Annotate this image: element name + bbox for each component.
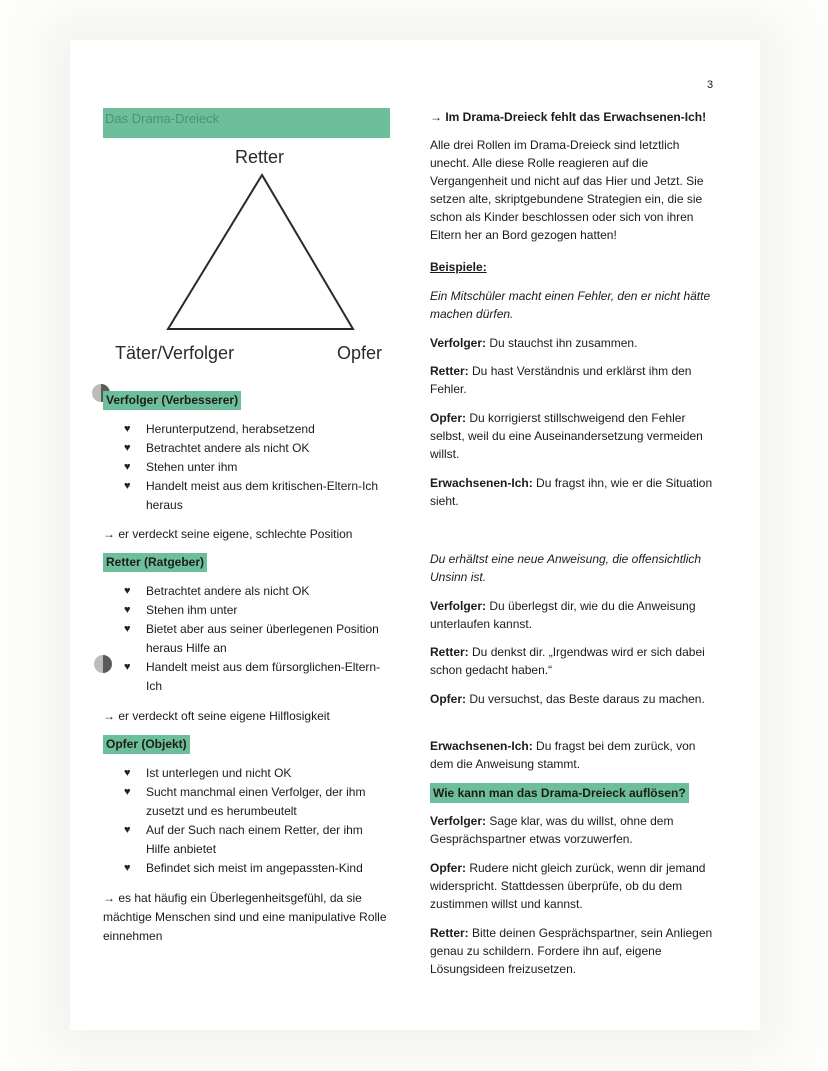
line-text: Bitte deinen Gesprächspartner, sein Anliegen genau zu schildern. Fordere ihn auf, eigene Lösungsideen freizusetzen.: [430, 926, 713, 976]
speaker-label: Erwachsenen-Ich:: [430, 739, 533, 753]
speaker-label: Retter:: [430, 364, 469, 378]
opfer-note: → es hat häufig ein Überlegenheitsgefühl, da sie mächtige Menschen sind und eine manipulative Rolle einnehmen: [103, 891, 387, 943]
verfolger-list: [124, 420, 386, 515]
example2-line: [430, 597, 720, 633]
line-text: Du stauchst ihn zusammen.: [489, 336, 638, 350]
solve-line: [430, 924, 720, 978]
triangle-label-retter: Retter: [235, 147, 285, 167]
list-item: ♥ Handelt meist aus dem fürsorglichen-Eltern-Ich: [124, 658, 386, 696]
triangle-shape: [110, 145, 400, 370]
right-heading: → Im Drama-Dreieck fehlt das Erwachsenen-Ich!: [430, 110, 707, 124]
list-item: ♥ Auf der Such nach einem Retter, der ihm Hilfe anbietet: [124, 821, 386, 859]
line-text: Du fragst bei dem zurück, von dem die Anweisung stammt.: [430, 739, 696, 771]
example2-line: [430, 690, 720, 708]
speaker-label: Erwachsenen-Ich:: [430, 476, 533, 490]
solve-heading: Wie kann man das Drama-Dreieck auflösen?: [430, 783, 689, 803]
speaker-label: Retter:: [430, 645, 469, 659]
example2-line: [430, 737, 720, 773]
speaker-label: Verfolger:: [430, 599, 487, 613]
line-text: Du denkst dir. „Irgendwas wird er sich dabei schon gedacht haben.“: [430, 645, 705, 677]
triangle-label-opfer: Opfer: [337, 343, 383, 363]
list-item: ♥ Betrachtet andere als nicht OK: [124, 582, 386, 601]
list-item: ♥ Bietet aber aus seiner überlegenen Position heraus Hilfe an: [124, 620, 386, 658]
solve-line: [430, 812, 720, 848]
retter-note: → er verdeckt oft seine eigene Hilflosigkeit: [103, 709, 330, 723]
example2-situation: Du erhältst eine neue Anweisung, die offensichtlich Unsinn ist.: [430, 552, 702, 584]
verfolger-heading: Verfolger (Verbesserer): [103, 391, 241, 410]
speaker-label: Verfolger:: [430, 336, 487, 350]
example2-line: [430, 643, 720, 679]
right-intro: Alle drei Rollen im Drama-Dreieck sind letztlich unecht. Alle diese Rolle reagieren auf die Vergangenheit und nicht auf das Hier und Jetzt. Sie setzen alte, skriptgebundene Strategien ein, die sie schon als Kinder beschlossen oder sich von ihren Eltern her an Bord gezogen hatten!: [430, 138, 704, 242]
speaker-label: Opfer:: [430, 861, 466, 875]
example1-situation: Ein Mitschüler macht einen Fehler, den er nicht hätte machen dürfen.: [430, 289, 711, 321]
retter-list: [124, 582, 386, 696]
punch-hole-icon: [94, 655, 112, 673]
list-item: ♥ Sucht manchmal einen Verfolger, der ihm zusetzt und es herumbeutelt: [124, 783, 386, 821]
example1-line: [430, 409, 720, 463]
line-text: Sage klar, was du willst, ohne dem Gesprächspartner etwas vorzuwerfen.: [430, 814, 674, 846]
example1-line: [430, 362, 720, 398]
opfer-list: [124, 764, 386, 878]
list-item: ♥ Herunterputzend, herabsetzend: [124, 420, 386, 439]
line-text: Rudere nicht gleich zurück, wenn dir jemand widerspricht. Stattdessen überprüfe, ob du dem zustimmen willst und kannst.: [430, 861, 706, 911]
section-title: Das Drama-Dreieck: [103, 108, 390, 138]
list-item: ♥ Befindet sich meist im angepassten-Kind: [124, 859, 386, 878]
drama-triangle-diagram: [110, 145, 400, 370]
line-text: Du überlegst dir, wie du die Anweisung unterlaufen kannst.: [430, 599, 696, 631]
line-text: Du versuchst, das Beste daraus zu machen.: [469, 692, 705, 706]
speaker-label: Opfer:: [430, 411, 466, 425]
speaker-label: Verfolger:: [430, 814, 487, 828]
examples-label: Beispiele:: [430, 260, 487, 274]
list-item: ♥ Ist unterlegen und nicht OK: [124, 764, 386, 783]
solve-line: [430, 859, 720, 913]
retter-heading: Retter (Ratgeber): [103, 553, 207, 572]
triangle-label-taeter: Täter/Verfolger: [115, 343, 235, 363]
verfolger-note: → er verdeckt seine eigene, schlechte Position: [103, 527, 353, 541]
list-item: ♥ Betrachtet andere als nicht OK: [124, 439, 386, 458]
list-item: ♥ Stehen unter ihm: [124, 458, 386, 477]
example1-line: [430, 334, 720, 352]
speaker-label: Retter:: [430, 926, 469, 940]
speaker-label: Opfer:: [430, 692, 466, 706]
list-item: ♥ Handelt meist aus dem kritischen-Eltern-Ich heraus: [124, 477, 386, 515]
line-text: Du korrigierst stillschweigend den Fehler selbst, weil du eine Auseinandersetzung vermeiden willst.: [430, 411, 703, 461]
opfer-heading: Opfer (Objekt): [103, 735, 190, 754]
example1-line: [430, 474, 720, 510]
line-text: Du fragst ihn, wie er die Situation sieht.: [430, 476, 713, 508]
page-number: 3: [707, 79, 714, 91]
line-text: Du hast Verständnis und erklärst ihm den Fehler.: [430, 364, 692, 396]
list-item: ♥ Stehen ihm unter: [124, 601, 386, 620]
